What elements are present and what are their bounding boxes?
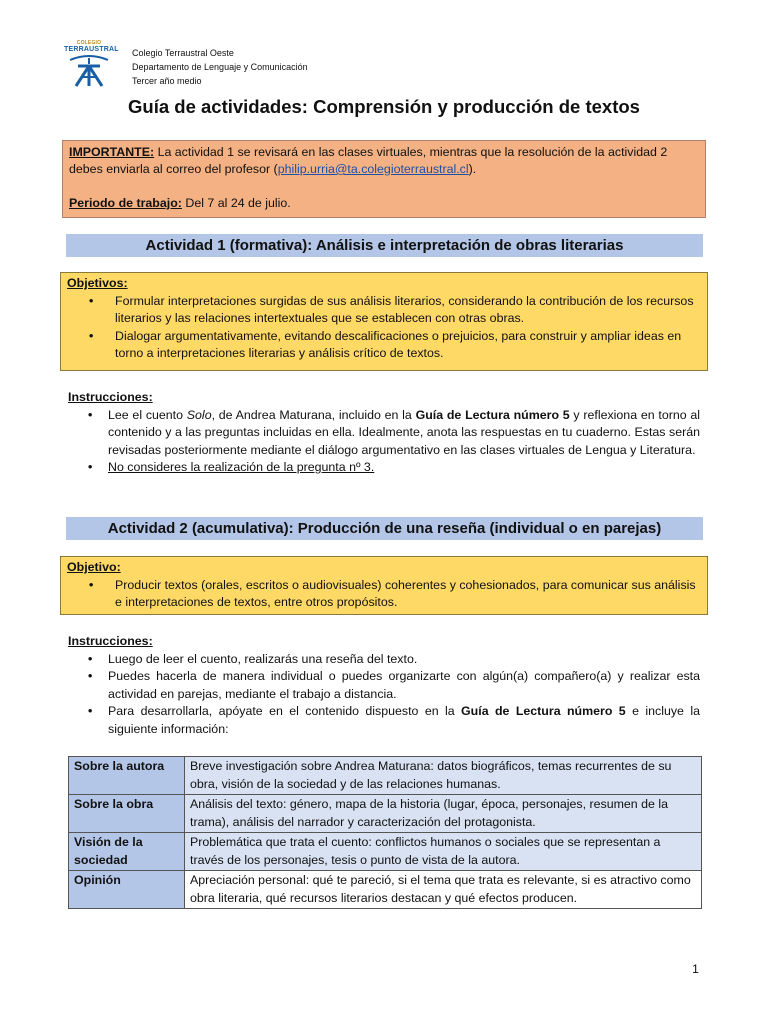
period-value: Del 7 al 24 de julio. (181, 196, 291, 210)
table-row (69, 757, 702, 795)
row-value: Apreciación personal: qué te pareció, si el tema que trata es relevante, si es atractivo como obra literaria, qué recursos literarios destacan y qué efectos producen. (185, 871, 702, 909)
instruction-item: • Lee el cuento Solo, de Andrea Maturana, incluido en la Guía de Lectura número 5 y reflexiona en torno al contenido y a las preguntas incluidas en ella. Idealmente, anota las respuestas en tu cuaderno. Estas serán revisadas posteriormente mediante el diálogo argumentativo en las clases virtuales de Lengua y Literatura. (68, 407, 700, 460)
row-key: Sobre la obra (69, 795, 185, 833)
instruction-item: • Para desarrollarla, apóyate en el contenido dispuesto en la Guía de Lectura número 5 e incluye la siguiente información: (68, 703, 700, 738)
activity2-instructions (68, 633, 700, 738)
review-content-table (68, 756, 702, 909)
course-level: Tercer año medio (132, 76, 202, 86)
table-row (69, 871, 702, 909)
table-row (69, 795, 702, 833)
row-key: Visión de la sociedad (69, 833, 185, 871)
story-title: Solo (186, 407, 212, 422)
teacher-email-link[interactable]: philip.urria@ta.colegioterraustral.cl (277, 162, 469, 176)
objective-item: • Dialogar argumentativamente, evitando descalificaciones o prejuicios, para construir y ampliar ideas en torno a interpretaciones literarias y análisis crítico de textos. (67, 328, 701, 363)
activity2-heading: Actividad 2 (acumulativa): Producción de una reseña (individual o en parejas) (66, 517, 703, 540)
activity1-objectives-box (60, 272, 708, 371)
objective-title: Objetivo: (67, 560, 121, 574)
row-value: Análisis del texto: género, mapa de la historia (lugar, época, personajes, resumen de la trama), análisis del narrador y caracterización del protagonista. (185, 795, 702, 833)
objective-item: • Formular interpretaciones surgidas de sus análisis literarios, considerando la contribución de los recursos literarios y las relaciones intertextuales que se establecen con otras obras. (67, 293, 701, 328)
row-value: Breve investigación sobre Andrea Maturana: datos biográficos, temas recurrentes de su obra, visión de la sociedad y de las relaciones humanas. (185, 757, 702, 795)
objectives-title: Objetivos: (67, 276, 128, 290)
important-text: La actividad 1 se revisará en las clases virtuales, mientras que la resolución de la actividad 2 debes enviarla al correo del profesor ( (69, 145, 668, 176)
instructions-title: Instrucciones: (68, 634, 153, 648)
logo-name-text: TERRAUSTRAL (64, 46, 119, 53)
table-row (69, 833, 702, 871)
school-name: Colegio Terraustral Oeste (132, 48, 234, 58)
instruction-item: • Luego de leer el cuento, realizarás una reseña del texto. (68, 651, 700, 669)
instructions-title: Instrucciones: (68, 390, 153, 404)
row-key: Sobre la autora (69, 757, 185, 795)
row-value: Problemática que trata el cuento: conflictos humanos o sociales que se representan a través de los personajes, tesis o punto de vista de la autora. (185, 833, 702, 871)
page-number: 1 (692, 962, 699, 976)
important-text-end: ). (468, 162, 477, 176)
logo-top-text: COLEGIO (76, 40, 102, 46)
school-logo (64, 40, 119, 90)
objective-item: • Producir textos (orales, escritos o audiovisuales) coherentes y cohesionados, para comunicar sus análisis e interpretaciones de textos, entre otros propósitos. (67, 577, 701, 612)
period-label: Periodo de trabajo: (69, 196, 182, 210)
important-label: IMPORTANTE: (69, 145, 155, 159)
instruction-item: • No consideres la realización de la pregunta nº 3. (68, 459, 700, 477)
activity2-objective-box (60, 556, 708, 615)
activity1-heading: Actividad 1 (formativa): Análisis e interpretación de obras literarias (66, 234, 703, 257)
important-notice (62, 140, 706, 218)
school-header (132, 46, 308, 88)
reading-guide-ref: Guía de Lectura número 5 (461, 704, 626, 718)
page-title: Guía de actividades: Comprensión y producción de textos (128, 96, 640, 117)
row-key: Opinión (69, 871, 185, 909)
reading-guide-ref: Guía de Lectura número 5 (415, 407, 570, 422)
instruction-item: • Puedes hacerla de manera individual o puedes organizarte con algún(a) compañero(a) y realizar esta actividad en parejas, mediante el trabajo a distancia. (68, 668, 700, 703)
activity1-instructions (68, 389, 700, 477)
tower-icon (64, 54, 114, 88)
department-name: Departamento de Lenguaje y Comunicación (132, 62, 308, 72)
